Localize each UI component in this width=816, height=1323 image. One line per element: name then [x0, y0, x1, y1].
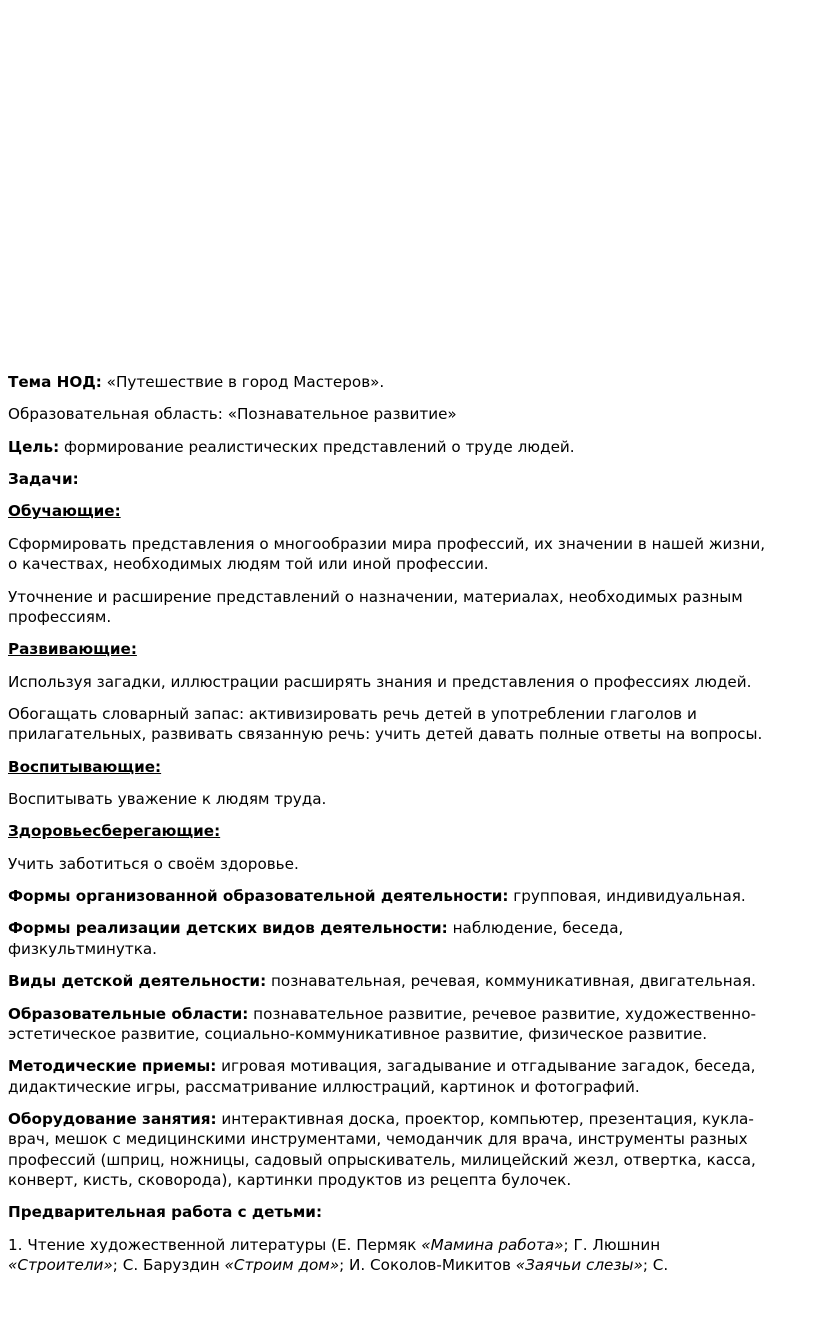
text-run: Методические приемы:: [8, 1057, 217, 1076]
paragraph-activity-types: [8, 971, 770, 991]
text-run: Используя загадки, иллюстрации расширять знания и представления о профессиях людей.: [8, 672, 752, 691]
text-run: формирование реалистических представлений о труде людей.: [59, 437, 575, 456]
paragraph-teaching-1: [8, 534, 770, 575]
paragraph-preliminary-work-1: [8, 1235, 770, 1276]
paragraph-educational-area: [8, 404, 770, 424]
text-run: Тема НОД:: [8, 373, 102, 391]
paragraph-developing-1: [8, 672, 770, 692]
paragraph-teaching-heading: [8, 501, 770, 521]
paragraph-goal: [8, 437, 770, 457]
text-run: ; Г. Люшнин: [563, 1235, 661, 1254]
text-run: Образовательные области:: [8, 1004, 249, 1023]
text-run: «Строим дом»: [224, 1256, 340, 1275]
text-run: ; И. Соколов-Микитов: [339, 1256, 516, 1275]
paragraph-theme: [8, 372, 770, 392]
paragraph-developing-heading: [8, 639, 770, 659]
paragraph-tasks-heading: [8, 469, 770, 489]
text-run: Образовательная область: [8, 405, 218, 424]
text-run: Учить заботиться о своём здоровье.: [8, 854, 299, 873]
text-run: Формы реализации детских видов деятельности:: [8, 919, 448, 938]
text-run: Сформировать представления о многообразии мира профессий, их значении в нашей жизни, о качествах, необходимых людям той или иной профессии.: [8, 534, 766, 574]
text-run: познавательное развитие, речевое развитие, художественно-эстетическое развитие, социально-коммуникативное развитие, физическое развитие.: [8, 1004, 756, 1043]
document-body: [8, 372, 770, 1276]
text-run: Уточнение и расширение представлений о назначении, материалах, необходимых разным профессиям.: [8, 587, 743, 626]
text-run: Формы организованной образовательной деятельности:: [8, 887, 509, 906]
text-run: интерактивная доска, проектор, компьютер, презентация, кукла-врач, мешок с медицинскими инструментами, чемоданчик для врача, инструменты разных профессий (шприц, ножницы, садовый опрыскиватель, милицейский жезл, отвертка, касса, конверт, кисть, сковорода), картинки продуктов из рецепта булочек.: [8, 1109, 756, 1190]
paragraph-health-1: [8, 854, 770, 874]
paragraph-upbringing-1: [8, 789, 770, 809]
text-run: 1. Чтение художественной литературы (Е. Пермяк: [8, 1235, 422, 1254]
text-run: Виды детской деятельности:: [8, 972, 267, 991]
text-run: Обучающие:: [8, 502, 121, 521]
text-run: «Мамина работа»: [421, 1235, 564, 1254]
text-run: Здоровьесберегающие:: [8, 822, 221, 841]
text-run: : «Познавательное развитие»: [217, 405, 457, 424]
text-run: игровая мотивация, загадывание и отгадывание загадок, беседа, дидактические игры, рассматривание иллюстраций, картинок и фотографий.: [8, 1057, 756, 1096]
paragraph-preliminary-work-heading: [8, 1202, 770, 1222]
text-run: Обогащать словарный запас: активизировать речь детей в употреблении глаголов и прилагательных, развивать связанную речь: учить детей давать полные ответы на вопросы.: [8, 704, 763, 744]
text-run: «Заячьи слезы»: [515, 1256, 643, 1275]
paragraph-health-heading: [8, 821, 770, 841]
text-run: ; С.: [642, 1256, 669, 1275]
text-run: Воспитывать уважение к людям труда.: [8, 790, 327, 809]
paragraph-upbringing-heading: [8, 757, 770, 777]
text-run: Воспитывающие:: [8, 757, 162, 776]
text-run: познавательная, речевая, коммуникативная, двигательная.: [266, 972, 757, 991]
paragraph-equipment: [8, 1109, 770, 1190]
text-run: наблюдение, беседа, физкультминутка.: [8, 919, 624, 958]
text-run: Цель:: [8, 437, 60, 456]
text-run: Задачи:: [8, 470, 79, 489]
text-run: «Строители»: [8, 1256, 113, 1275]
text-run: ; С. Баруздин: [112, 1256, 225, 1275]
text-run: Предварительная работа с детьми:: [8, 1203, 323, 1222]
paragraph-forms-organized: [8, 886, 770, 906]
paragraph-educational-areas: [8, 1004, 770, 1045]
text-run: Развивающие:: [8, 640, 137, 659]
text-run: Оборудование занятия:: [8, 1109, 217, 1128]
paragraph-forms-realization: [8, 918, 770, 959]
text-run: «Путешествие в город Мастеров».: [101, 373, 385, 391]
text-run: групповая, индивидуальная.: [508, 887, 746, 906]
paragraph-teaching-2: [8, 587, 770, 628]
paragraph-developing-2: [8, 704, 770, 745]
paragraph-methods: [8, 1056, 770, 1097]
